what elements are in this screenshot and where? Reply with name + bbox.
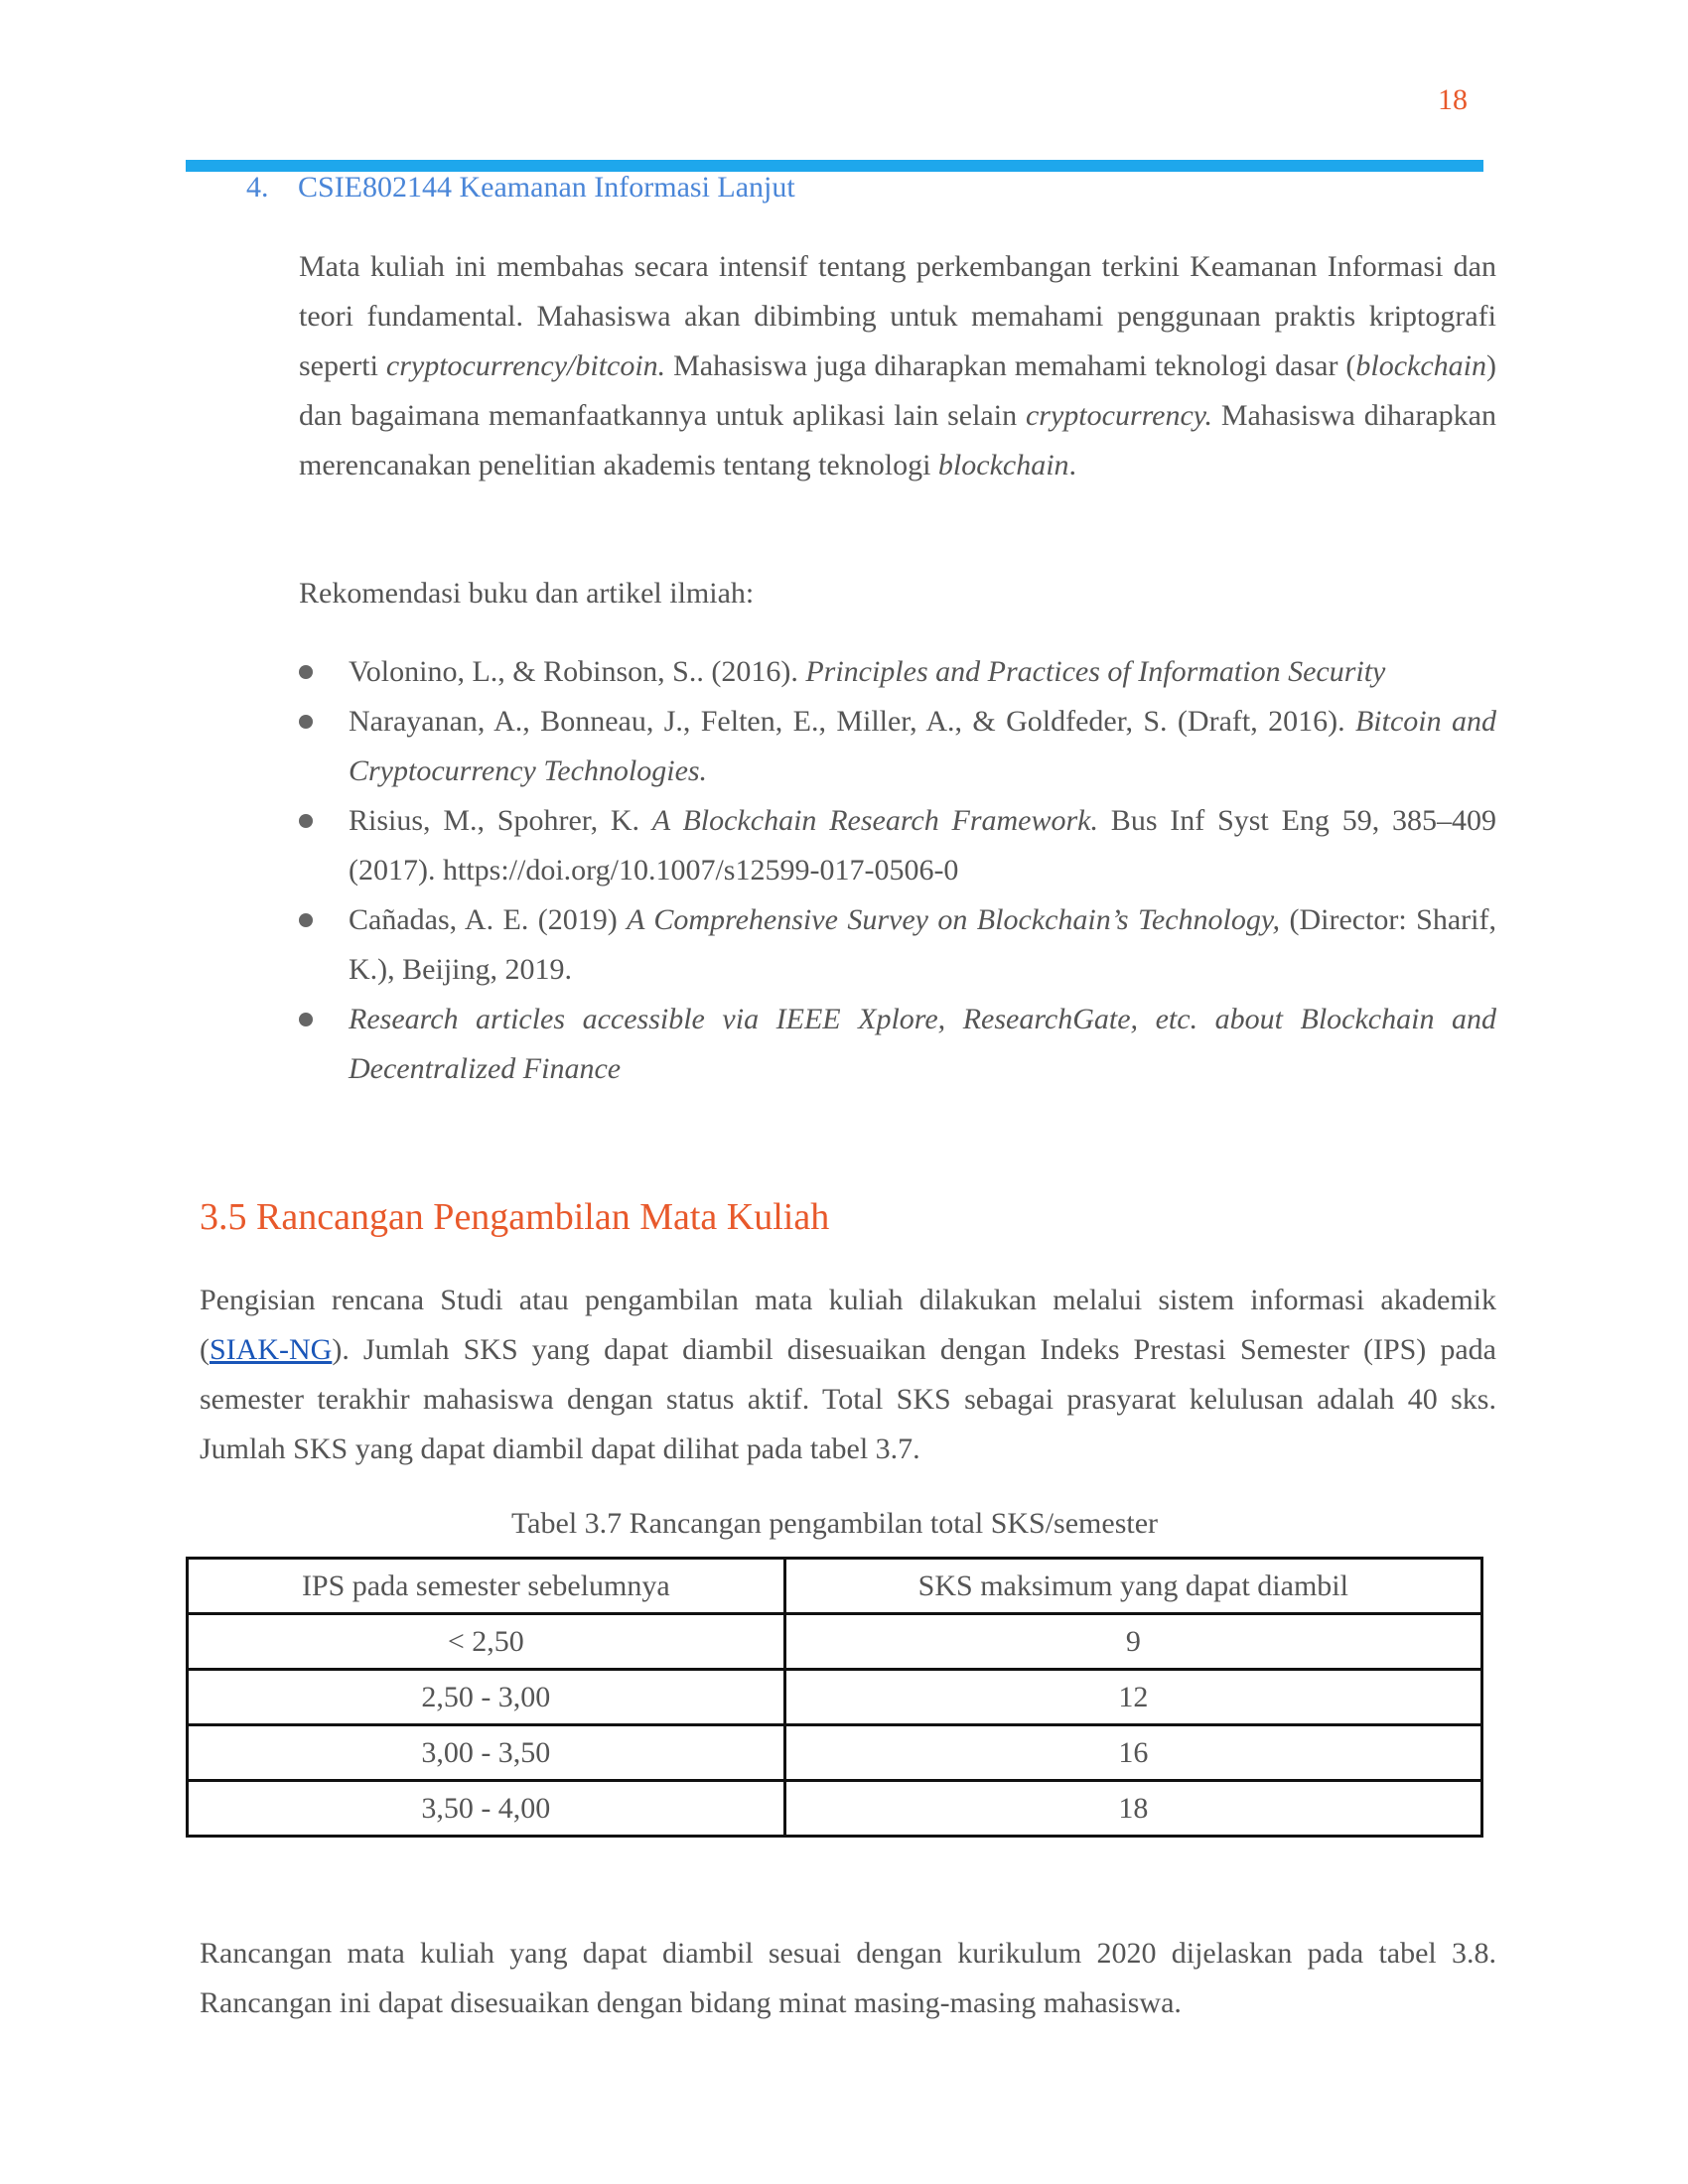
bullet-icon	[299, 814, 313, 828]
body-text: ). Jumlah SKS yang dapat diambil disesuaikan dengan Indeks Prestasi Semester (IPS) pada semester terakhir mahasiswa dengan status aktif. Total SKS sebagai prasyarat kelulusan adalah 40 sks. Jumlah SKS yang dapat diambil dapat dilihat pada tabel 3.7.	[200, 1333, 1496, 1465]
reference-title: Research articles accessible via IEEE Xplore, ResearchGate, etc. about Blockchain and Decentralized Finance	[349, 1003, 1496, 1085]
desc-italic: cryptocurrency/bitcoin.	[385, 349, 666, 382]
desc-text: .	[1068, 449, 1077, 481]
reference-item	[349, 647, 1496, 697]
body-text: Pengisian rencana Studi atau pengambilan mata kuliah dilakukan melalui sistem informasi akademik (	[200, 1284, 1496, 1366]
desc-text: Mahasiswa juga diharapkan memahami teknologi dasar (	[665, 349, 1356, 382]
reference-list	[349, 647, 1496, 1094]
reference-title: A Blockchain Research Framework.	[651, 804, 1098, 837]
reference-authors: Volonino, L., & Robinson, S.. (2016).	[349, 655, 806, 688]
sks-cell: 9	[784, 1614, 1481, 1670]
section-title: 3.5 Rancangan Pengambilan Mata Kuliah	[200, 1196, 830, 1238]
reference-item	[349, 697, 1496, 796]
column-header-ips: IPS pada semester sebelumnya	[188, 1559, 785, 1614]
table-row	[188, 1781, 1482, 1837]
table-row	[188, 1614, 1482, 1670]
closing-paragraph: Rancangan mata kuliah yang dapat diambil sesuai dengan kurikulum 2020 dijelaskan pada tabel 3.8. Rancangan ini dapat disesuaikan dengan bidang minat masing-masing mahasiswa.	[200, 1937, 1496, 2019]
section-body	[200, 1276, 1496, 1474]
table-row	[188, 1725, 1482, 1781]
reference-details: (Director: Sharif, K.), Beijing, 2019.	[349, 903, 1496, 986]
desc-italic: blockchain	[937, 449, 1069, 481]
siak-ng-link[interactable]: SIAK-NG	[210, 1333, 333, 1366]
ips-cell: 3,00 - 3,50	[188, 1725, 785, 1781]
reference-title: A Comprehensive Survey on Blockchain’s Technology,	[627, 903, 1281, 936]
reference-title: Principles and Practices of Information Security	[805, 655, 1386, 688]
reference-item	[349, 796, 1496, 895]
reference-authors: Cañadas, A. E. (2019)	[349, 903, 628, 936]
table-row	[188, 1670, 1482, 1725]
reference-authors: Risius, M., Spohrer, K.	[349, 804, 652, 837]
ips-cell: 2,50 - 3,00	[188, 1670, 785, 1725]
bullet-icon	[299, 913, 313, 927]
reference-item	[349, 995, 1496, 1094]
bullet-icon	[299, 665, 313, 679]
page-number: 18	[1438, 83, 1468, 116]
reference-item	[349, 895, 1496, 995]
column-header-sks: SKS maksimum yang dapat diambil	[784, 1559, 1481, 1614]
course-heading	[246, 171, 795, 205]
bullet-icon	[299, 715, 313, 729]
sks-cell: 16	[784, 1725, 1481, 1781]
table-header-row	[188, 1559, 1482, 1614]
ips-cell: 3,50 - 4,00	[188, 1781, 785, 1837]
desc-text: ) dan bagaimana memanfaatkannya untuk aplikasi lain selain	[299, 349, 1496, 432]
desc-italic: cryptocurrency.	[1025, 399, 1212, 432]
desc-text: Mata kuliah ini membahas secara intensif tentang perkembangan terkini Keamanan Informasi dan teori fundamental. Mahasiswa akan dibimbing untuk memahami penggunaan praktis kriptografi seperti	[299, 250, 1496, 382]
course-title: CSIE802144 Keamanan Informasi Lanjut	[298, 171, 795, 204]
reference-title: Bitcoin and Cryptocurrency Technologies.	[349, 705, 1496, 787]
recommendation-label: Rekomendasi buku dan artikel ilmiah:	[299, 577, 755, 610]
table-caption: Tabel 3.7 Rancangan pengambilan total SKS/semester	[510, 1507, 1159, 1540]
desc-text: Mahasiswa diharapkan merencanakan penelitian akademis tentang teknologi	[299, 399, 1496, 481]
sks-table	[186, 1557, 1483, 1838]
desc-italic: blockchain	[1355, 349, 1486, 382]
bullet-icon	[299, 1013, 313, 1026]
sks-cell: 18	[784, 1781, 1481, 1837]
reference-authors: Narayanan, A., Bonneau, J., Felten, E., Miller, A., & Goldfeder, S. (Draft, 2016).	[349, 705, 1355, 738]
ips-cell: < 2,50	[188, 1614, 785, 1670]
course-index: 4.	[246, 171, 269, 204]
sks-cell: 12	[784, 1670, 1481, 1725]
course-description	[299, 242, 1496, 490]
reference-details: Bus Inf Syst Eng 59, 385–409 (2017). https://doi.org/10.1007/s12599-017-0506-0	[349, 804, 1497, 887]
